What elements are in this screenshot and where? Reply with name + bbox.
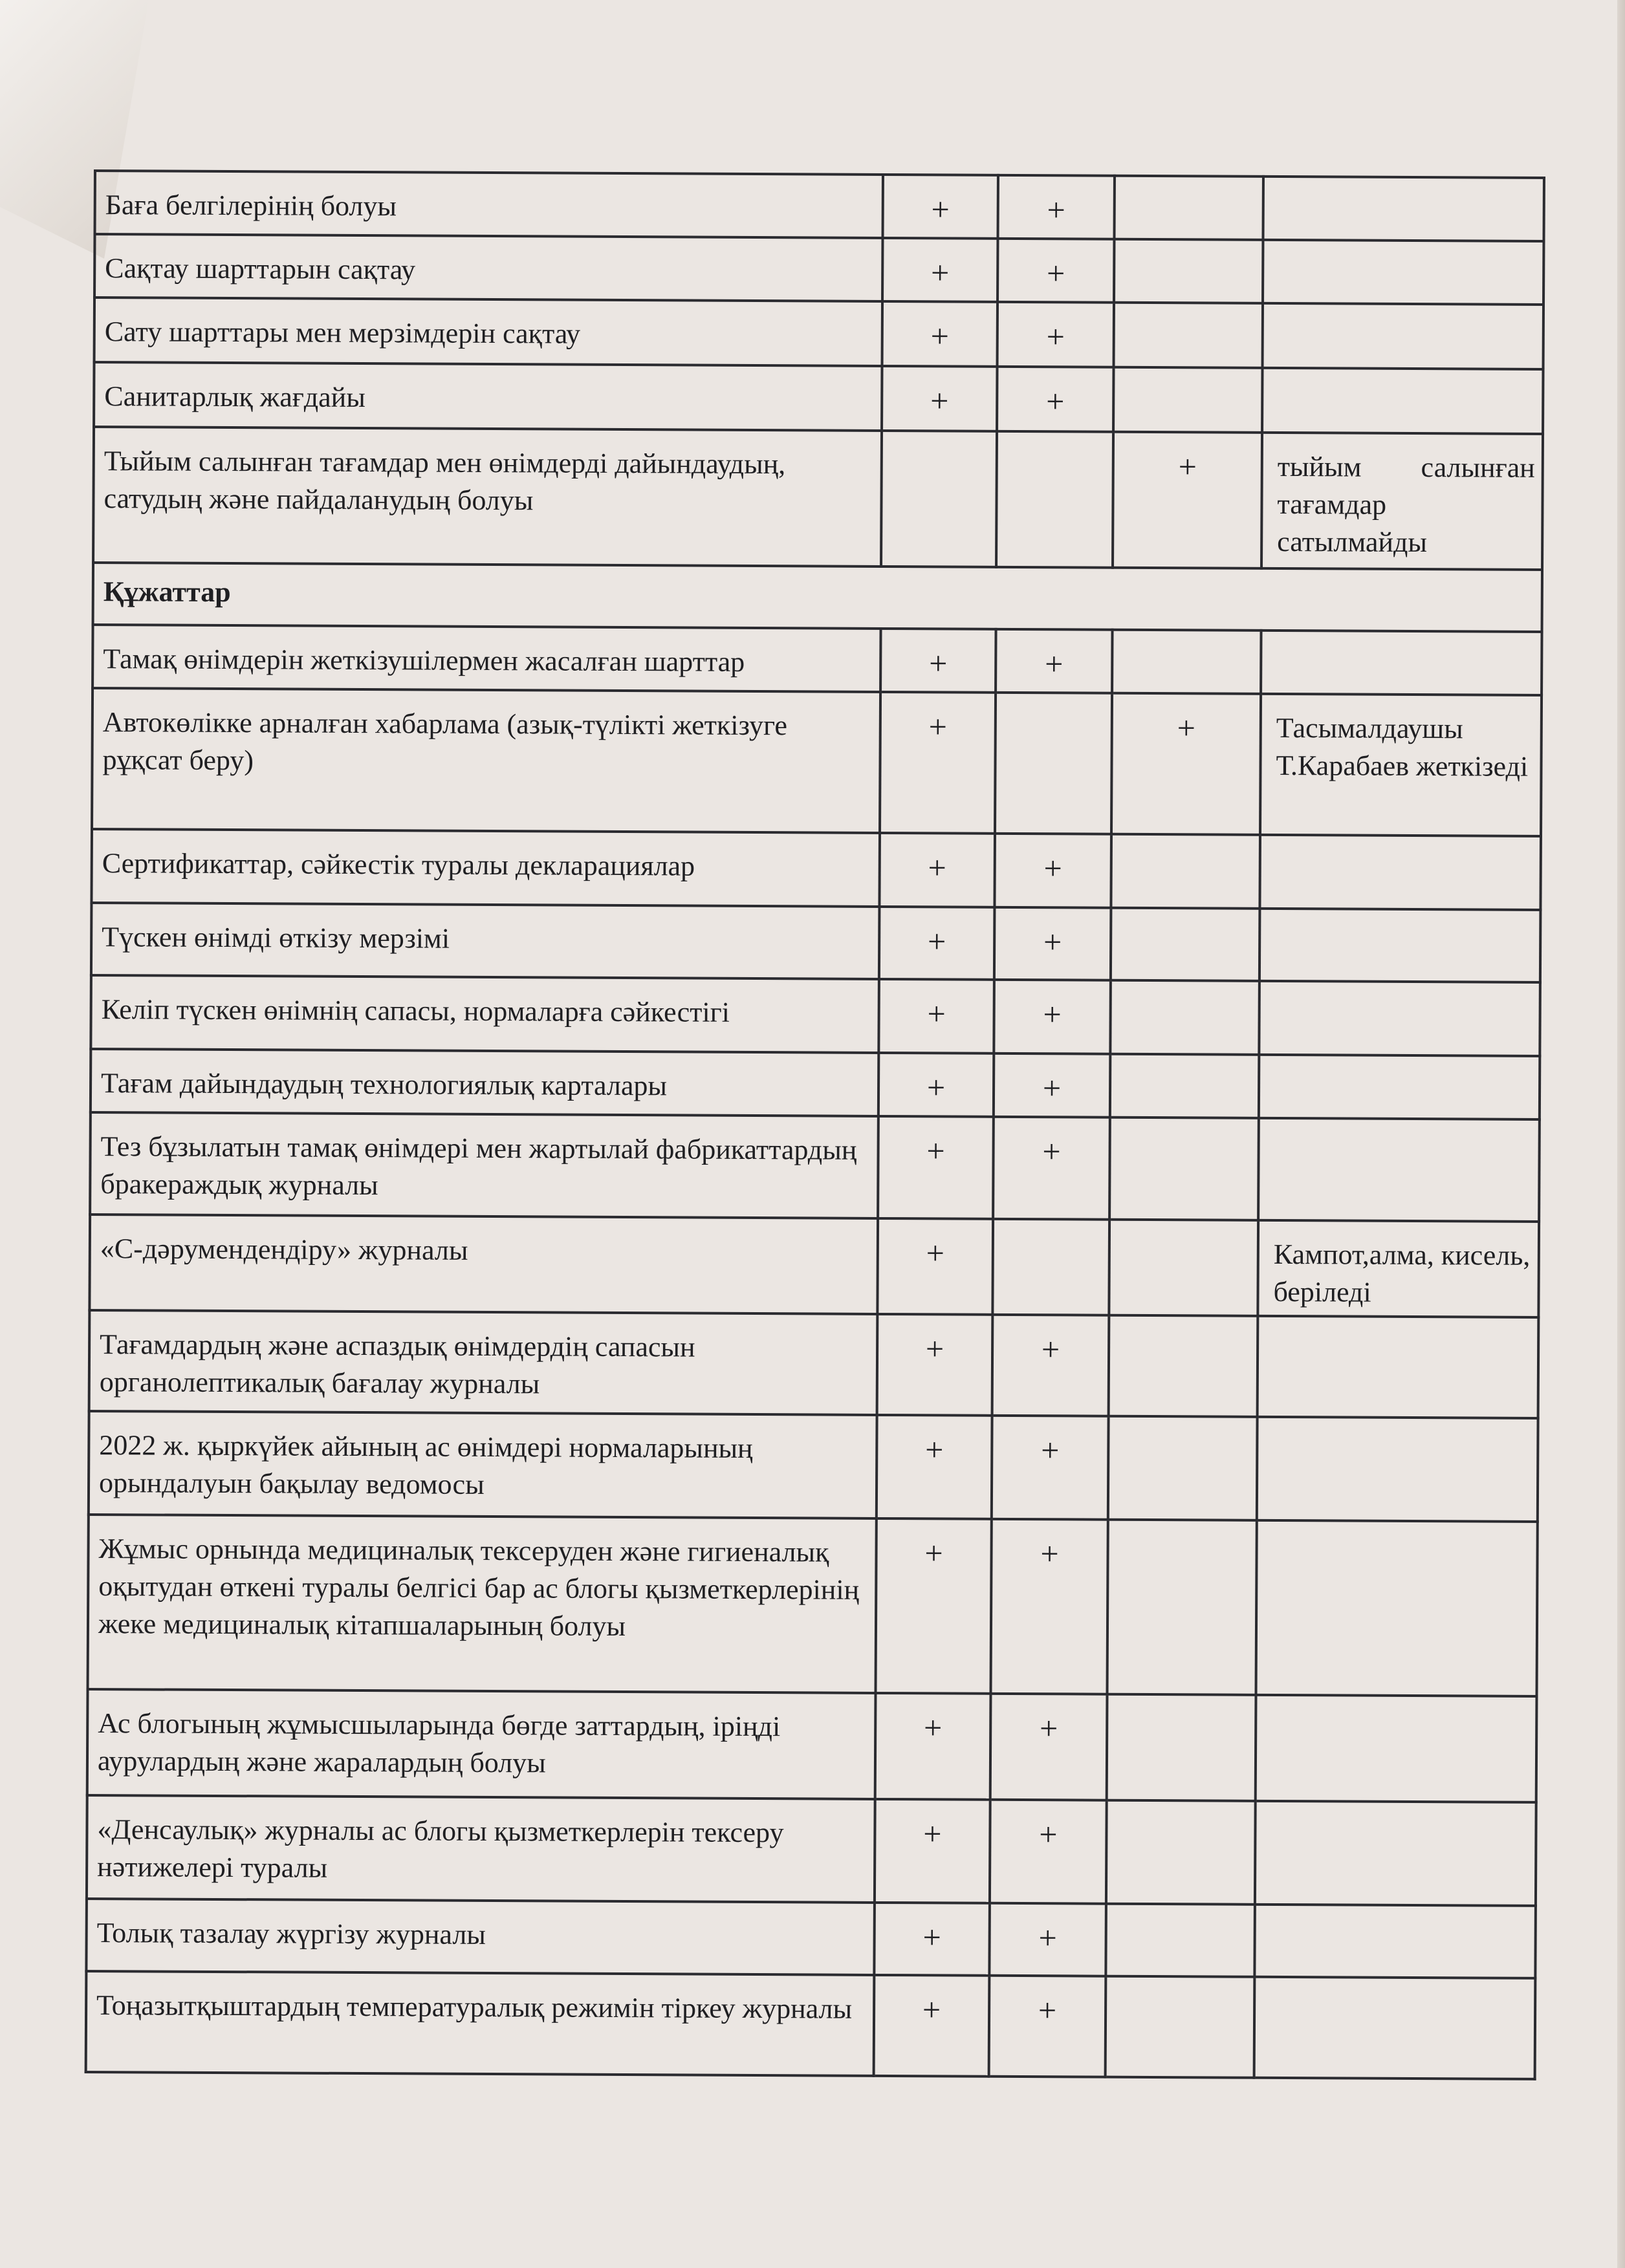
mark-cell <box>1111 908 1260 981</box>
mark-cell: + <box>877 1218 993 1315</box>
table-row <box>91 975 1540 1056</box>
mark-cell: + <box>876 1518 992 1694</box>
table-row <box>86 1971 1536 2079</box>
table-row <box>93 427 1543 570</box>
table-row <box>95 171 1544 241</box>
mark-cell: + <box>997 367 1113 432</box>
section-row <box>93 563 1542 632</box>
item-label: Тағам дайындаудың технологиялық карталары <box>91 1049 878 1116</box>
note-cell <box>1260 909 1541 982</box>
item-label: Толық тазалау жүргізу журналы <box>86 1899 875 1975</box>
mark-cell <box>1110 980 1260 1055</box>
table-row <box>89 1411 1538 1522</box>
note-cell <box>1256 1695 1537 1802</box>
mark-cell <box>1109 1315 1258 1417</box>
note-cell: Тасымалдаушы Т.Карабаев жеткізеді <box>1260 694 1542 836</box>
item-label: 2022 ж. қыркүйек айының ас өнімдері нормаларының орындалуын бақылау ведомосы <box>89 1411 877 1518</box>
note-cell <box>1254 1905 1536 1978</box>
mark-cell: + <box>878 1116 994 1219</box>
table-row <box>94 234 1543 305</box>
mark-cell: + <box>992 1315 1109 1416</box>
mark-cell: + <box>874 1903 990 1976</box>
inspection-table <box>85 169 1545 2080</box>
note-cell <box>1263 240 1543 305</box>
mark-cell: + <box>880 692 996 834</box>
mark-cell <box>1108 1416 1258 1520</box>
table-row <box>88 1515 1538 1696</box>
mark-cell: + <box>1113 432 1262 568</box>
mark-cell <box>995 693 1112 834</box>
mark-cell <box>1114 239 1263 303</box>
table-row <box>87 1689 1537 1802</box>
mark-cell: + <box>998 175 1114 239</box>
mark-cell: + <box>994 1053 1110 1118</box>
mark-cell: + <box>990 1800 1107 1904</box>
item-label: Санитарлық жағдайы <box>94 362 882 431</box>
item-label: Баға белгілерінің болуы <box>95 171 883 238</box>
mark-cell <box>1114 303 1263 368</box>
mark-cell <box>996 431 1113 568</box>
mark-cell <box>1110 1054 1259 1118</box>
mark-cell: + <box>998 302 1114 367</box>
mark-cell: + <box>874 1975 990 2077</box>
mark-cell: + <box>1111 693 1261 835</box>
note-cell: Кампот,алма, кисель, беріледі <box>1258 1220 1539 1317</box>
mark-cell: + <box>990 1694 1107 1800</box>
mark-cell: + <box>992 1416 1109 1520</box>
mark-cell <box>1106 1976 1255 2078</box>
note-cell <box>1255 1801 1536 1906</box>
item-label: «С-дәрумендендіру» журналы <box>89 1215 878 1314</box>
mark-cell: + <box>990 1519 1107 1694</box>
mark-cell <box>1111 834 1260 909</box>
item-label: Сертификаттар, сәйкестік туралы декларациялар <box>91 829 880 907</box>
mark-cell: + <box>989 1976 1106 2077</box>
page-edge <box>1617 0 1625 2268</box>
inspection-table-body <box>86 171 1544 2079</box>
note-cell <box>1263 177 1543 241</box>
table-row <box>90 1112 1540 1222</box>
mark-cell <box>1109 1118 1259 1220</box>
note-cell <box>1259 981 1540 1056</box>
item-label: Ас блогының жұмысшыларында бөгде заттардың, іріңді аурулардың және жаралардың болуы <box>87 1689 876 1799</box>
table-row <box>86 1899 1536 1978</box>
item-label: Тамақ өнімдерін жеткізушілермен жасалған шарттар <box>93 625 880 692</box>
table-row <box>87 1795 1536 1906</box>
mark-cell <box>1106 1800 1256 1905</box>
mark-cell <box>1107 1694 1256 1801</box>
note-cell <box>1261 631 1542 695</box>
table-row <box>89 1215 1539 1317</box>
mark-cell: + <box>882 238 998 302</box>
note-cell <box>1259 1055 1540 1119</box>
mark-cell: + <box>879 833 995 907</box>
note-cell <box>1262 368 1543 434</box>
section-heading: Құжаттар <box>93 563 1542 632</box>
mark-cell <box>1114 176 1263 240</box>
table-row <box>91 903 1541 982</box>
item-label: Келіп түскен өнімнің сапасы, нормаларға сәйкестігі <box>91 975 879 1053</box>
mark-cell: + <box>994 834 1111 908</box>
mark-cell: + <box>882 366 997 431</box>
mark-cell: + <box>878 979 994 1053</box>
mark-cell: + <box>989 1903 1106 1976</box>
mark-cell: + <box>877 1314 993 1416</box>
note-cell <box>1258 1316 1539 1418</box>
mark-cell: + <box>882 301 998 367</box>
table-row <box>94 297 1543 369</box>
mark-cell: + <box>994 980 1111 1054</box>
item-label: Тоңазытқыштардың температуралық режимін тіркеу журналы <box>86 1971 875 2076</box>
item-label: Тағамдардың және аспаздық өнімдердің сапасын органолептикалық бағалау журналы <box>89 1310 878 1415</box>
table-row <box>89 1310 1539 1418</box>
mark-cell <box>1106 1904 1255 1977</box>
note-cell <box>1256 1520 1537 1696</box>
mark-cell: + <box>880 629 996 693</box>
table-row <box>91 1049 1540 1119</box>
item-label: Тез бұзылатын тамақ өнімдері мен жартылай фабрикаттардың бракераждық журналы <box>90 1112 878 1218</box>
mark-cell <box>881 431 997 567</box>
mark-cell: + <box>878 1053 994 1117</box>
mark-cell: + <box>882 175 998 239</box>
note-cell <box>1263 303 1543 369</box>
mark-cell: + <box>998 239 1114 303</box>
mark-cell <box>1112 630 1261 694</box>
mark-cell: + <box>877 1415 992 1519</box>
item-label: Сату шарттары мен мерзімдерін сақтау <box>94 297 882 366</box>
mark-cell <box>1113 367 1262 433</box>
note-cell <box>1257 1417 1538 1522</box>
item-label: Тыйым салынған тағамдар мен өнімдерді дайындаудың, сатудың және пайдаланудың болуы <box>93 427 882 567</box>
mark-cell: + <box>994 907 1111 980</box>
mark-cell: + <box>875 1693 991 1800</box>
mark-cell <box>1107 1520 1256 1695</box>
item-label: Сақтау шарттарын сақтау <box>94 234 882 301</box>
item-label: Түскен өнімді өткізу мерзімі <box>91 903 880 979</box>
mark-cell: + <box>875 1799 990 1903</box>
item-label: Автокөлікке арналған хабарлама (азық-түлікті жеткізуге рұқсат беру) <box>92 688 880 833</box>
mark-cell: + <box>993 1117 1110 1220</box>
mark-cell: + <box>996 629 1112 693</box>
item-label: «Денсаулық» журналы ас блогы қызметкерлерін тексеру нәтижелері туралы <box>87 1795 875 1903</box>
mark-cell: + <box>879 907 995 980</box>
note-cell: тыйым салынған тағамдар сатылмайды <box>1261 433 1543 570</box>
note-cell <box>1260 835 1541 910</box>
mark-cell <box>1109 1220 1258 1316</box>
table-row <box>91 829 1541 910</box>
item-label: Жұмыс орнында медициналық тексеруден және гигиеналық оқытудан өткені туралы белгісі бар ас блогы қызметкерлерінің жеке медициналық кітапшаларының болуы <box>88 1515 877 1693</box>
mark-cell <box>992 1219 1109 1315</box>
table-row <box>92 688 1542 836</box>
note-cell <box>1254 1977 1536 2079</box>
table-row <box>93 625 1542 695</box>
note-cell <box>1258 1118 1540 1222</box>
table-row <box>94 362 1543 434</box>
